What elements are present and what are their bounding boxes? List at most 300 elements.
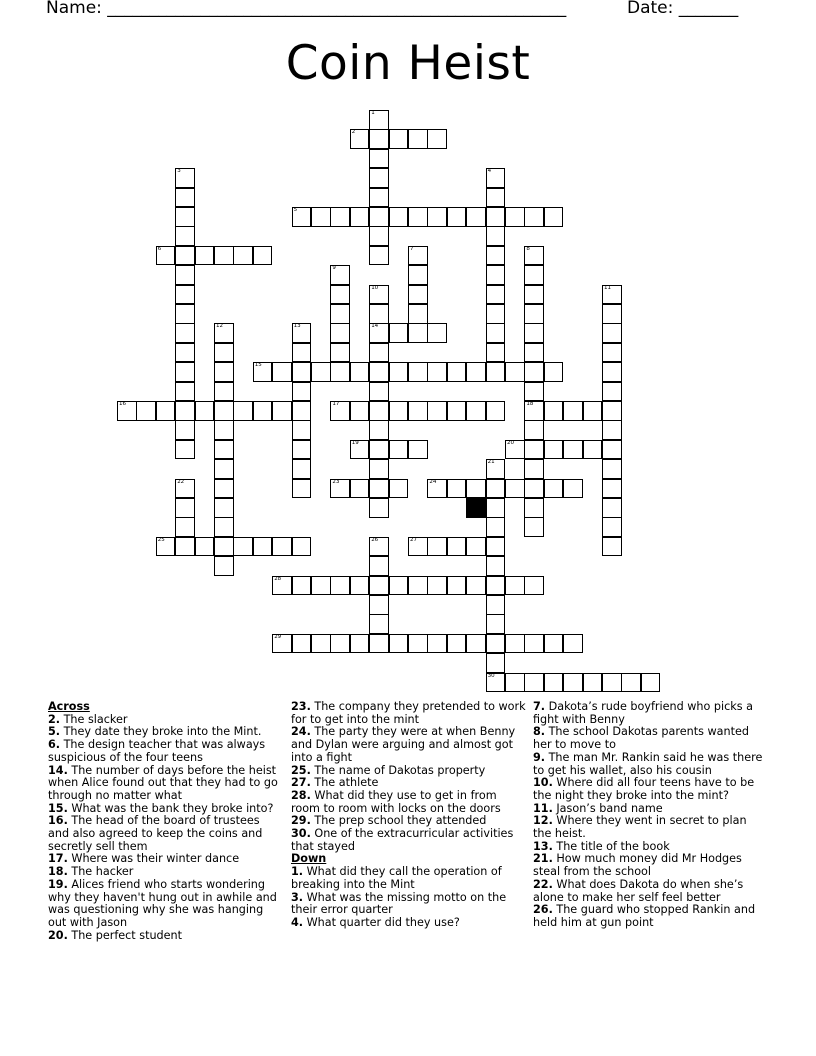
grid-cell[interactable] — [602, 440, 622, 460]
grid-cell[interactable] — [427, 401, 447, 421]
clue-number: 26 — [371, 536, 379, 543]
grid-cell[interactable] — [175, 188, 195, 208]
grid-cell[interactable] — [253, 401, 273, 421]
grid-cell[interactable] — [408, 362, 428, 382]
grid-cell[interactable] — [486, 479, 506, 499]
grid-cell[interactable] — [330, 634, 350, 654]
clues-column-3 — [533, 701, 767, 930]
grid-cell[interactable] — [272, 576, 292, 596]
grid-cell[interactable] — [369, 576, 389, 596]
clue-item — [533, 904, 767, 929]
grid-cell[interactable] — [427, 129, 447, 149]
grid-cell[interactable] — [486, 207, 506, 227]
grid-cell[interactable] — [486, 265, 506, 285]
clue-number-label: 29. — [291, 814, 311, 828]
clue-number: 10 — [371, 284, 379, 291]
grid-cell[interactable] — [505, 634, 525, 654]
grid-cell[interactable] — [544, 479, 564, 499]
grid-cell[interactable] — [486, 304, 506, 324]
grid-cell[interactable] — [524, 265, 544, 285]
grid-cell[interactable] — [524, 479, 544, 499]
grid-cell[interactable] — [175, 420, 195, 440]
grid-cell[interactable] — [253, 362, 273, 382]
grid-cell[interactable] — [447, 207, 467, 227]
grid-cell[interactable] — [447, 362, 467, 382]
clue-text: They date they broke into the Mint. — [60, 725, 262, 739]
grid-cell[interactable] — [369, 246, 389, 266]
across-clue-list-continued — [291, 701, 527, 853]
grid-cell[interactable] — [253, 537, 273, 557]
clue-text: The hacker — [67, 865, 134, 879]
clue-text: Where did all four teens have to be the night they broke into the mint? — [533, 776, 755, 802]
grid-cell[interactable] — [408, 129, 428, 149]
grid-cell[interactable] — [369, 168, 389, 188]
clue-item — [291, 866, 527, 891]
grid-cell[interactable] — [486, 343, 506, 363]
grid-cell[interactable] — [292, 537, 312, 557]
grid-cell[interactable] — [233, 537, 253, 557]
clue-item — [533, 726, 767, 751]
grid-cell[interactable] — [195, 537, 215, 557]
grid-cell[interactable] — [389, 401, 409, 421]
clue-number-label: 21. — [533, 852, 553, 866]
grid-cell[interactable] — [427, 537, 447, 557]
clue-number: 28 — [274, 575, 282, 582]
grid-cell[interactable] — [408, 634, 428, 654]
clues-column-2 — [291, 701, 527, 930]
grid-cell[interactable] — [369, 595, 389, 615]
grid-cell[interactable] — [408, 576, 428, 596]
grid-cell[interactable] — [330, 304, 350, 324]
grid-cell[interactable] — [486, 362, 506, 382]
grid-cell[interactable] — [505, 576, 525, 596]
grid-cell[interactable] — [389, 207, 409, 227]
grid-cell[interactable] — [369, 479, 389, 499]
grid-cell[interactable] — [524, 459, 544, 479]
grid-cell[interactable] — [330, 479, 350, 499]
grid-cell[interactable] — [563, 673, 583, 693]
grid-cell[interactable] — [486, 168, 506, 188]
grid-cell[interactable] — [175, 343, 195, 363]
grid-cell[interactable] — [505, 207, 525, 227]
grid-cell[interactable] — [369, 556, 389, 576]
grid-cell[interactable] — [544, 634, 564, 654]
grid-cell[interactable] — [621, 673, 641, 693]
grid-cell[interactable] — [214, 517, 234, 537]
name-field-label: Name: ______________________________________________________ — [46, 0, 567, 18]
grid-cell[interactable] — [486, 517, 506, 537]
grid-cell[interactable] — [175, 537, 195, 557]
grid-cell[interactable] — [214, 401, 234, 421]
grid-cell[interactable] — [524, 246, 544, 266]
grid-cell[interactable] — [369, 401, 389, 421]
grid-cell[interactable] — [583, 401, 603, 421]
grid-cell[interactable] — [369, 285, 389, 305]
grid-cell[interactable] — [544, 440, 564, 460]
grid-cell[interactable] — [350, 207, 370, 227]
grid-cell[interactable] — [292, 207, 312, 227]
grid-cell[interactable] — [214, 382, 234, 402]
grid-cell[interactable] — [369, 343, 389, 363]
grid-black-cell — [466, 498, 486, 518]
grid-cell[interactable] — [602, 401, 622, 421]
grid-cell[interactable] — [175, 479, 195, 499]
grid-cell[interactable] — [486, 634, 506, 654]
grid-cell[interactable] — [602, 343, 622, 363]
grid-cell[interactable] — [369, 323, 389, 343]
grid-cell[interactable] — [292, 479, 312, 499]
grid-cell[interactable] — [602, 304, 622, 324]
grid-cell[interactable] — [486, 673, 506, 693]
grid-cell[interactable] — [466, 207, 486, 227]
grid-cell[interactable] — [447, 479, 467, 499]
grid-cell[interactable] — [330, 285, 350, 305]
grid-cell[interactable] — [369, 634, 389, 654]
grid-cell[interactable] — [330, 265, 350, 285]
grid-cell[interactable] — [524, 420, 544, 440]
grid-cell[interactable] — [292, 323, 312, 343]
grid-cell[interactable] — [330, 401, 350, 421]
grid-cell[interactable] — [272, 362, 292, 382]
grid-cell[interactable] — [214, 556, 234, 576]
grid-cell[interactable] — [175, 382, 195, 402]
grid-cell[interactable] — [330, 576, 350, 596]
grid-cell[interactable] — [524, 304, 544, 324]
grid-cell[interactable] — [350, 479, 370, 499]
grid-cell[interactable] — [408, 537, 428, 557]
grid-cell[interactable] — [466, 401, 486, 421]
grid-cell[interactable] — [466, 576, 486, 596]
down-clue-list-continued — [533, 701, 767, 930]
grid-cell[interactable] — [583, 673, 603, 693]
grid-cell[interactable] — [233, 401, 253, 421]
grid-cell[interactable] — [350, 362, 370, 382]
grid-cell[interactable] — [447, 537, 467, 557]
clue-number-label: 13. — [533, 839, 553, 853]
grid-cell[interactable] — [389, 362, 409, 382]
clue-number: 9 — [332, 265, 336, 272]
grid-cell[interactable] — [563, 401, 583, 421]
grid-cell[interactable] — [214, 440, 234, 460]
grid-cell[interactable] — [466, 634, 486, 654]
grid-cell[interactable] — [602, 362, 622, 382]
grid-cell[interactable] — [389, 323, 409, 343]
grid-cell[interactable] — [330, 207, 350, 227]
grid-cell[interactable] — [389, 479, 409, 499]
grid-cell[interactable] — [641, 673, 661, 693]
grid-cell[interactable] — [156, 246, 176, 266]
grid-cell[interactable] — [486, 576, 506, 596]
grid-cell[interactable] — [330, 343, 350, 363]
grid-cell[interactable] — [175, 285, 195, 305]
grid-cell[interactable] — [486, 188, 506, 208]
clue-item — [48, 930, 284, 943]
grid-cell[interactable] — [369, 110, 389, 130]
grid-cell[interactable] — [175, 168, 195, 188]
grid-cell[interactable] — [486, 595, 506, 615]
grid-cell[interactable] — [195, 246, 215, 266]
grid-cell[interactable] — [175, 401, 195, 421]
grid-cell[interactable] — [524, 440, 544, 460]
grid-cell[interactable] — [524, 343, 544, 363]
grid-cell[interactable] — [389, 440, 409, 460]
grid-cell[interactable] — [175, 304, 195, 324]
grid-cell[interactable] — [408, 304, 428, 324]
grid-cell[interactable] — [544, 673, 564, 693]
grid-cell[interactable] — [447, 576, 467, 596]
grid-cell[interactable] — [350, 576, 370, 596]
grid-cell[interactable] — [427, 479, 447, 499]
clue-number: 22 — [177, 478, 185, 485]
grid-cell[interactable] — [389, 129, 409, 149]
grid-cell[interactable] — [272, 537, 292, 557]
clue-item — [291, 917, 527, 930]
grid-cell[interactable] — [408, 323, 428, 343]
grid-cell[interactable] — [524, 634, 544, 654]
clue-text: One of the extracurricular activities that stayed — [291, 827, 514, 853]
grid-cell[interactable] — [175, 226, 195, 246]
grid-cell[interactable] — [544, 207, 564, 227]
grid-cell[interactable] — [427, 634, 447, 654]
clue-text: The man Mr. Rankin said he was there to get his wallet, also his cousin — [533, 750, 763, 777]
grid-cell[interactable] — [602, 382, 622, 402]
grid-cell[interactable] — [408, 246, 428, 266]
grid-cell[interactable] — [408, 285, 428, 305]
clue-number: 7 — [410, 245, 414, 252]
grid-cell[interactable] — [292, 401, 312, 421]
clue-number: 13 — [293, 323, 301, 330]
clue-number: 11 — [604, 284, 611, 291]
clue-text: The school Dakotas parents wanted her to move to — [533, 725, 749, 752]
grid-cell[interactable] — [214, 343, 234, 363]
grid-cell[interactable] — [195, 401, 215, 421]
grid-cell[interactable] — [505, 479, 525, 499]
grid-cell[interactable] — [408, 440, 428, 460]
grid-cell[interactable] — [524, 576, 544, 596]
clue-item — [48, 879, 284, 930]
grid-cell[interactable] — [369, 304, 389, 324]
clue-number-label: 9. — [533, 750, 546, 764]
grid-cell[interactable] — [214, 459, 234, 479]
grid-cell[interactable] — [311, 362, 331, 382]
down-clue-list — [291, 866, 527, 930]
clue-number-label: 22. — [533, 877, 553, 891]
grid-cell[interactable] — [292, 459, 312, 479]
grid-cell[interactable] — [292, 362, 312, 382]
grid-cell[interactable] — [175, 362, 195, 382]
clue-number-label: 20. — [48, 928, 68, 942]
grid-cell[interactable] — [369, 382, 389, 402]
clue-item — [533, 879, 767, 904]
grid-cell[interactable] — [602, 459, 622, 479]
grid-cell[interactable] — [369, 459, 389, 479]
grid-cell[interactable] — [544, 401, 564, 421]
grid-cell[interactable] — [175, 246, 195, 266]
grid-cell[interactable] — [214, 479, 234, 499]
grid-cell[interactable] — [369, 498, 389, 518]
clue-number: 25 — [157, 536, 165, 543]
grid-cell[interactable] — [524, 323, 544, 343]
grid-cell[interactable] — [350, 440, 370, 460]
grid-cell[interactable] — [292, 440, 312, 460]
grid-cell[interactable] — [544, 362, 564, 382]
clue-number-label: 6. — [48, 738, 61, 752]
grid-cell[interactable] — [369, 362, 389, 382]
grid-cell[interactable] — [175, 265, 195, 285]
clue-item — [48, 815, 284, 853]
grid-cell[interactable] — [175, 207, 195, 227]
grid-cell[interactable] — [486, 653, 506, 673]
grid-cell[interactable] — [156, 537, 176, 557]
grid-cell[interactable] — [602, 285, 622, 305]
grid-cell[interactable] — [486, 226, 506, 246]
grid-cell[interactable] — [408, 401, 428, 421]
grid-cell[interactable] — [602, 498, 622, 518]
grid-cell[interactable] — [524, 401, 544, 421]
clue-number: 17 — [332, 401, 340, 407]
grid-cell[interactable] — [330, 323, 350, 343]
grid-cell[interactable] — [350, 634, 370, 654]
clue-number-label: 27. — [291, 776, 311, 790]
grid-cell[interactable] — [486, 246, 506, 266]
grid-cell[interactable] — [563, 440, 583, 460]
grid-cell[interactable] — [272, 401, 292, 421]
grid-cell[interactable] — [602, 479, 622, 499]
grid-cell[interactable] — [486, 498, 506, 518]
grid-cell[interactable] — [466, 479, 486, 499]
grid-cell[interactable] — [292, 576, 312, 596]
grid-cell[interactable] — [369, 226, 389, 246]
clue-item — [291, 790, 527, 815]
grid-cell[interactable] — [524, 498, 544, 518]
grid-cell[interactable] — [233, 246, 253, 266]
grid-cell[interactable] — [214, 246, 234, 266]
grid-cell[interactable] — [175, 517, 195, 537]
grid-cell[interactable] — [253, 246, 273, 266]
grid-cell[interactable] — [369, 614, 389, 634]
grid-cell[interactable] — [330, 362, 350, 382]
grid-cell[interactable] — [369, 207, 389, 227]
grid-cell[interactable] — [311, 207, 331, 227]
clue-item — [48, 739, 284, 764]
grid-cell[interactable] — [602, 323, 622, 343]
grid-cell[interactable] — [427, 362, 447, 382]
clue-number-label: 4. — [291, 915, 304, 929]
grid-cell[interactable] — [369, 420, 389, 440]
grid-cell[interactable] — [214, 323, 234, 343]
grid-cell[interactable] — [408, 207, 428, 227]
clue-text: Alices friend who starts wondering why they haven't hung out in awhile and was questioning why she was hanging out with Jason — [48, 877, 277, 929]
clue-number-label: 5. — [48, 725, 61, 739]
grid-cell[interactable] — [486, 401, 506, 421]
grid-cell[interactable] — [466, 362, 486, 382]
grid-cell[interactable] — [563, 479, 583, 499]
grid-cell[interactable] — [369, 440, 389, 460]
grid-cell[interactable] — [486, 459, 506, 479]
grid-cell[interactable] — [311, 634, 331, 654]
grid-cell[interactable] — [214, 537, 234, 557]
clues-column-1 — [48, 701, 284, 942]
grid-cell[interactable] — [389, 634, 409, 654]
grid-cell[interactable] — [292, 420, 312, 440]
grid-cell[interactable] — [292, 343, 312, 363]
clue-text: The name of Dakotas property — [310, 763, 486, 777]
clue-item — [291, 892, 527, 917]
grid-cell[interactable] — [311, 576, 331, 596]
clue-text: The athlete — [310, 776, 379, 790]
grid-cell[interactable] — [524, 673, 544, 693]
grid-cell[interactable] — [486, 323, 506, 343]
clue-item — [533, 815, 767, 840]
clue-number-label: 7. — [533, 700, 546, 713]
grid-cell[interactable] — [466, 537, 486, 557]
grid-cell[interactable] — [563, 634, 583, 654]
grid-cell[interactable] — [583, 440, 603, 460]
grid-cell[interactable] — [175, 323, 195, 343]
clue-number-label: 12. — [533, 814, 553, 828]
clue-text: The design teacher that was always suspicious of the four teens — [48, 738, 266, 764]
grid-cell[interactable] — [408, 265, 428, 285]
clue-number-label: 16. — [48, 814, 68, 828]
grid-cell[interactable] — [602, 537, 622, 557]
grid-cell[interactable] — [292, 634, 312, 654]
grid-cell[interactable] — [486, 285, 506, 305]
grid-cell[interactable] — [505, 362, 525, 382]
grid-cell[interactable] — [486, 537, 506, 557]
grid-cell[interactable] — [505, 673, 525, 693]
clue-number: 29 — [274, 633, 282, 640]
grid-cell[interactable] — [369, 149, 389, 169]
grid-cell[interactable] — [350, 129, 370, 149]
grid-cell[interactable] — [272, 634, 292, 654]
grid-cell[interactable] — [524, 382, 544, 402]
grid-cell[interactable] — [175, 440, 195, 460]
grid-cell[interactable] — [389, 576, 409, 596]
grid-cell[interactable] — [136, 401, 156, 421]
grid-cell[interactable] — [486, 614, 506, 634]
grid-cell[interactable] — [292, 382, 312, 402]
grid-cell[interactable] — [156, 401, 176, 421]
grid-cell[interactable] — [369, 537, 389, 557]
grid-cell[interactable] — [117, 401, 137, 421]
grid-cell[interactable] — [486, 556, 506, 576]
clue-number: 3 — [177, 168, 181, 175]
grid-cell[interactable] — [447, 401, 467, 421]
grid-cell[interactable] — [350, 401, 370, 421]
grid-cell[interactable] — [427, 576, 447, 596]
grid-cell[interactable] — [369, 129, 389, 149]
grid-cell[interactable] — [427, 207, 447, 227]
grid-cell[interactable] — [524, 285, 544, 305]
grid-cell[interactable] — [524, 362, 544, 382]
grid-cell[interactable] — [602, 673, 622, 693]
grid-cell[interactable] — [447, 634, 467, 654]
grid-cell[interactable] — [214, 420, 234, 440]
grid-cell[interactable] — [214, 362, 234, 382]
clue-item — [533, 777, 767, 802]
across-heading: Across — [48, 700, 90, 713]
grid-cell[interactable] — [602, 420, 622, 440]
grid-cell[interactable] — [427, 323, 447, 343]
grid-cell[interactable] — [524, 517, 544, 537]
grid-cell[interactable] — [214, 498, 234, 518]
grid-cell[interactable] — [602, 517, 622, 537]
grid-cell[interactable] — [175, 498, 195, 518]
clue-number-label: 19. — [48, 877, 68, 891]
grid-cell[interactable] — [524, 207, 544, 227]
grid-cell[interactable] — [505, 440, 525, 460]
grid-cell[interactable] — [369, 188, 389, 208]
